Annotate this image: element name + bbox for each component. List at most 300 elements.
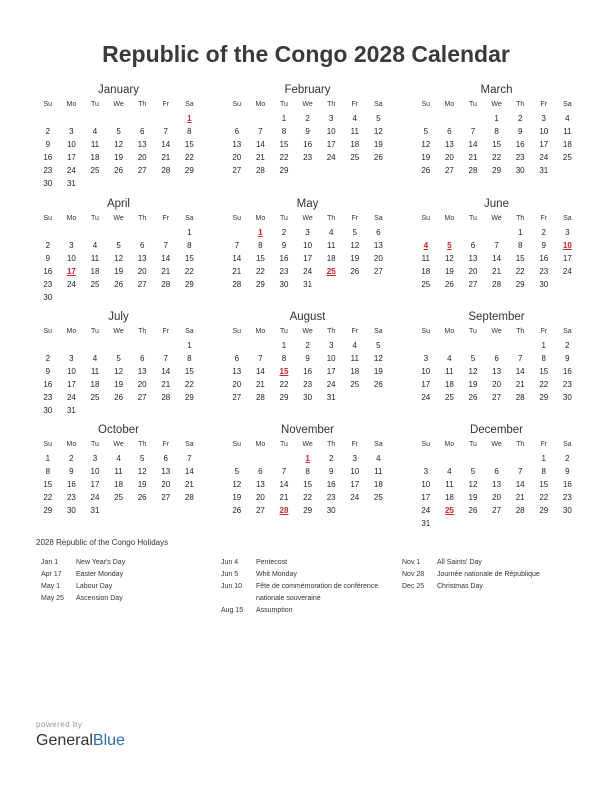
weekday-header: Tu — [280, 101, 288, 108]
empty-cell — [485, 339, 509, 352]
day-cell: 20 — [255, 493, 265, 502]
day-cell: 7 — [494, 241, 499, 250]
day-cell: 10 — [421, 480, 431, 489]
day-cell: 13 — [373, 241, 383, 250]
day-cell: 30 — [279, 280, 289, 289]
day-cell: 9 — [565, 467, 570, 476]
empty-cell — [508, 339, 532, 352]
day-cell: 21 — [515, 380, 525, 389]
day-cell: 23 — [279, 267, 289, 276]
day-cell: 29 — [515, 280, 525, 289]
day-cell: 19 — [232, 493, 242, 502]
month-june — [414, 196, 579, 291]
weekday-header: Sa — [185, 441, 194, 448]
day-cell: 22 — [184, 380, 194, 389]
holiday-day: 17 — [66, 267, 76, 276]
empty-cell — [414, 226, 438, 239]
weekday-header: Fr — [540, 215, 548, 222]
holiday-day: 4 — [423, 241, 429, 250]
day-cell: 8 — [494, 127, 499, 136]
month-april — [36, 196, 201, 304]
day-cell: 11 — [445, 367, 454, 376]
holiday-name: Easter Monday — [76, 571, 124, 578]
day-cell: 23 — [43, 166, 53, 175]
day-cell: 2 — [69, 454, 74, 463]
day-cell: 28 — [515, 393, 525, 402]
weekday-header: Th — [138, 215, 147, 222]
holiday-row — [221, 581, 391, 605]
month-days-grid — [414, 325, 579, 404]
weekday-header: Su — [43, 441, 53, 448]
weekday-header: We — [491, 101, 502, 108]
day-cell: 13 — [468, 254, 478, 263]
holiday-date: Jun 10 — [221, 583, 243, 590]
empty-cell — [249, 452, 273, 465]
powered-by-text: powered by — [36, 720, 83, 729]
day-cell: 12 — [137, 467, 147, 476]
day-cell: 11 — [350, 354, 359, 363]
day-cell: 9 — [541, 241, 546, 250]
weekday-header: Su — [43, 328, 53, 335]
day-cell: 6 — [376, 228, 381, 237]
weekday-header: Th — [327, 441, 336, 448]
day-cell: 27 — [137, 280, 147, 289]
day-cell: 27 — [468, 280, 478, 289]
day-cell: 2 — [517, 114, 523, 123]
day-cell: 20 — [492, 493, 502, 502]
holiday-row — [402, 569, 572, 581]
weekday-header: Th — [516, 328, 525, 335]
day-cell: 29 — [492, 166, 502, 175]
weekday-header: Fr — [540, 441, 548, 448]
day-cell: 10 — [90, 467, 100, 476]
day-cell: 14 — [161, 367, 171, 376]
empty-cell — [225, 226, 249, 239]
empty-cell — [107, 339, 131, 352]
day-cell: 17 — [66, 153, 76, 162]
day-cell: 4 — [352, 341, 357, 350]
day-cell: 17 — [421, 493, 431, 502]
day-cell: 3 — [328, 114, 334, 123]
month-july — [36, 309, 201, 417]
day-cell: 13 — [492, 480, 502, 489]
holiday-row — [221, 557, 391, 569]
day-cell: 18 — [373, 480, 383, 489]
day-cell: 30 — [43, 179, 53, 188]
day-cell: 24 — [562, 267, 572, 276]
weekday-header: Sa — [374, 101, 383, 108]
weekday-header: Fr — [162, 441, 170, 448]
day-cell: 31 — [90, 506, 100, 515]
day-cell: 12 — [232, 480, 242, 489]
holiday-day: 1 — [305, 454, 310, 463]
day-cell: 4 — [447, 467, 452, 476]
holiday-row — [41, 581, 211, 593]
day-cell: 30 — [43, 406, 53, 415]
day-cell: 12 — [373, 354, 383, 363]
day-cell: 2 — [305, 114, 310, 123]
holiday-column — [402, 557, 572, 593]
month-days-grid — [36, 438, 201, 517]
month-name: October — [98, 424, 139, 436]
day-cell: 3 — [328, 341, 334, 350]
weekday-header: Th — [138, 101, 147, 108]
day-cell: 19 — [114, 153, 124, 162]
day-cell: 10 — [350, 467, 360, 476]
month-september — [414, 309, 579, 404]
holiday-name: Fête de commémoration de conférence nationale souveraine — [256, 583, 379, 602]
holiday-name: Pentecost — [256, 559, 288, 566]
day-cell: 17 — [66, 380, 76, 389]
weekday-header: Tu — [469, 441, 477, 448]
day-cell: 1 — [281, 341, 287, 350]
day-cell: 21 — [468, 153, 478, 162]
day-cell: 29 — [539, 506, 549, 515]
day-cell: 16 — [43, 267, 53, 276]
holiday-name: Christmas Day — [437, 583, 483, 590]
day-cell: 23 — [326, 493, 336, 502]
day-cell: 18 — [350, 367, 360, 376]
empty-cell — [249, 339, 273, 352]
day-cell: 13 — [444, 140, 454, 149]
day-cell: 27 — [492, 393, 502, 402]
day-cell: 16 — [562, 367, 572, 376]
day-cell: 12 — [373, 127, 383, 136]
holiday-day: 1 — [187, 114, 192, 123]
logo-part-general: General — [36, 732, 93, 749]
weekday-header: Mo — [444, 328, 455, 335]
weekday-header: Th — [327, 101, 336, 108]
day-cell: 2 — [305, 341, 310, 350]
empty-cell — [249, 112, 273, 125]
weekday-header: Th — [516, 101, 525, 108]
day-cell: 27 — [232, 393, 242, 402]
day-cell: 24 — [421, 506, 431, 515]
weekday-header: We — [113, 328, 124, 335]
empty-cell — [438, 452, 462, 465]
holiday-date: Jun 4 — [221, 559, 239, 566]
weekday-header: We — [491, 441, 502, 448]
month-days-grid — [36, 98, 201, 190]
day-cell: 15 — [492, 140, 502, 149]
weekday-header: Sa — [563, 441, 572, 448]
day-cell: 18 — [350, 140, 360, 149]
month-august — [225, 309, 390, 404]
day-cell: 16 — [303, 367, 313, 376]
day-cell: 11 — [90, 140, 100, 149]
day-cell: 21 — [161, 153, 171, 162]
day-cell: 23 — [562, 380, 572, 389]
day-cell: 29 — [184, 280, 194, 289]
day-cell: 24 — [539, 153, 549, 162]
month-december — [414, 422, 579, 530]
day-cell: 12 — [114, 254, 124, 263]
empty-cell — [154, 226, 178, 239]
month-may — [225, 196, 390, 291]
weekday-header: Mo — [255, 328, 266, 335]
day-cell: 29 — [279, 393, 289, 402]
day-cell: 23 — [539, 267, 549, 276]
weekday-header: Fr — [162, 101, 170, 108]
day-cell: 22 — [255, 267, 265, 276]
day-cell: 14 — [161, 254, 171, 263]
day-cell: 18 — [114, 480, 124, 489]
weekday-header: Su — [421, 215, 431, 222]
day-cell: 1 — [281, 114, 287, 123]
day-cell: 6 — [163, 454, 168, 463]
holiday-day: 25 — [444, 506, 454, 515]
day-cell: 27 — [232, 166, 242, 175]
day-cell: 21 — [161, 380, 171, 389]
day-cell: 29 — [303, 506, 313, 515]
day-cell: 20 — [232, 153, 242, 162]
day-cell: 4 — [92, 241, 98, 250]
day-cell: 7 — [517, 354, 523, 363]
day-cell: 14 — [255, 140, 265, 149]
weekday-header: We — [302, 441, 313, 448]
day-cell: 23 — [43, 280, 53, 289]
day-cell: 5 — [470, 354, 476, 363]
day-cell: 5 — [376, 114, 381, 123]
day-cell: 20 — [137, 267, 147, 276]
day-cell: 18 — [90, 380, 100, 389]
day-cell: 26 — [444, 280, 454, 289]
day-cell: 3 — [352, 454, 357, 463]
day-cell: 26 — [114, 393, 124, 402]
weekday-header: Fr — [162, 215, 170, 222]
holiday-row — [41, 593, 211, 605]
day-cell: 29 — [255, 280, 265, 289]
day-cell: 4 — [328, 228, 334, 237]
day-cell: 28 — [232, 280, 242, 289]
day-cell: 19 — [421, 153, 431, 162]
day-cell: 8 — [258, 241, 263, 250]
weekday-header: Fr — [351, 215, 359, 222]
day-cell: 9 — [281, 241, 287, 250]
weekday-header: Tu — [280, 441, 288, 448]
day-cell: 31 — [303, 280, 313, 289]
day-cell: 14 — [279, 480, 289, 489]
day-cell: 2 — [45, 354, 51, 363]
day-cell: 19 — [373, 367, 383, 376]
day-cell: 14 — [184, 467, 194, 476]
day-cell: 16 — [303, 140, 313, 149]
holiday-date: Aug 15 — [221, 607, 244, 614]
logo-part-blue: Blue — [92, 732, 125, 749]
empty-cell — [272, 452, 296, 465]
day-cell: 7 — [281, 467, 287, 476]
day-cell: 6 — [139, 354, 145, 363]
weekday-header: Sa — [185, 101, 194, 108]
day-cell: 15 — [539, 367, 549, 376]
day-cell: 13 — [137, 140, 147, 149]
day-cell: 16 — [43, 380, 53, 389]
day-cell: 9 — [45, 367, 51, 376]
weekday-header: We — [491, 328, 502, 335]
day-cell: 3 — [565, 228, 570, 237]
day-cell: 30 — [562, 506, 572, 515]
day-cell: 11 — [114, 467, 123, 476]
day-cell: 18 — [444, 380, 454, 389]
day-cell: 19 — [114, 267, 124, 276]
day-cell: 17 — [562, 254, 572, 263]
day-cell: 22 — [539, 380, 549, 389]
day-cell: 29 — [539, 393, 549, 402]
day-cell: 28 — [255, 393, 265, 402]
weekday-header: Th — [138, 328, 147, 335]
month-days-grid — [225, 325, 390, 404]
day-cell: 11 — [90, 254, 100, 263]
day-cell: 8 — [187, 354, 192, 363]
day-cell: 21 — [515, 493, 525, 502]
weekday-header: Su — [421, 101, 431, 108]
day-cell: 7 — [163, 354, 168, 363]
day-cell: 27 — [161, 493, 171, 502]
day-cell: 5 — [423, 127, 429, 136]
day-cell: 12 — [444, 254, 454, 263]
day-cell: 24 — [66, 280, 76, 289]
weekday-header: Sa — [374, 215, 383, 222]
day-cell: 13 — [137, 254, 147, 263]
day-cell: 11 — [350, 127, 359, 136]
day-cell: 19 — [468, 493, 478, 502]
weekday-header: Mo — [66, 441, 77, 448]
day-cell: 27 — [137, 166, 147, 175]
holiday-day: 25 — [326, 267, 336, 276]
month-name: November — [280, 424, 335, 436]
day-cell: 8 — [281, 354, 287, 363]
weekday-header: We — [113, 101, 124, 108]
day-cell: 15 — [184, 254, 194, 263]
holiday-row — [221, 569, 391, 581]
weekday-header: Su — [232, 101, 242, 108]
day-cell: 16 — [326, 480, 336, 489]
day-cell: 15 — [539, 480, 549, 489]
weekday-header: Mo — [444, 441, 455, 448]
day-cell: 10 — [326, 127, 336, 136]
day-cell: 13 — [232, 140, 242, 149]
day-cell: 4 — [352, 114, 357, 123]
holiday-date: Nov 28 — [402, 571, 425, 578]
weekday-header: We — [113, 441, 124, 448]
day-cell: 26 — [421, 166, 431, 175]
day-cell: 11 — [421, 254, 430, 263]
day-cell: 30 — [539, 280, 549, 289]
day-cell: 11 — [374, 467, 383, 476]
weekday-header: Su — [232, 328, 242, 335]
day-cell: 31 — [66, 406, 76, 415]
day-cell: 18 — [90, 267, 100, 276]
day-cell: 19 — [350, 254, 360, 263]
weekday-header: Fr — [351, 101, 359, 108]
day-cell: 27 — [492, 506, 502, 515]
day-cell: 21 — [255, 380, 265, 389]
day-cell: 16 — [539, 254, 549, 263]
day-cell: 29 — [184, 166, 194, 175]
holiday-name: Assumption — [256, 607, 293, 614]
day-cell: 7 — [258, 127, 263, 136]
day-cell: 12 — [468, 367, 478, 376]
empty-cell — [485, 226, 509, 239]
weekday-header: Mo — [66, 101, 77, 108]
weekday-header: Su — [232, 441, 242, 448]
day-cell: 15 — [255, 254, 265, 263]
day-cell: 25 — [421, 280, 431, 289]
day-cell: 4 — [92, 354, 98, 363]
day-cell: 5 — [116, 127, 121, 136]
day-cell: 26 — [114, 166, 124, 175]
weekday-header: Su — [43, 101, 53, 108]
day-cell: 18 — [562, 140, 572, 149]
day-cell: 10 — [66, 254, 76, 263]
day-cell: 7 — [187, 454, 192, 463]
day-cell: 17 — [303, 254, 313, 263]
generalblue-logo[interactable] — [36, 732, 125, 750]
month-name: February — [284, 84, 331, 96]
day-cell: 30 — [562, 393, 572, 402]
day-cell: 29 — [184, 393, 194, 402]
day-cell: 24 — [66, 166, 76, 175]
weekday-header: Mo — [66, 215, 77, 222]
day-cell: 9 — [565, 354, 570, 363]
day-cell: 8 — [187, 241, 192, 250]
day-cell: 10 — [421, 367, 431, 376]
day-cell: 5 — [139, 454, 145, 463]
day-cell: 19 — [137, 480, 147, 489]
weekday-header: Mo — [255, 441, 266, 448]
weekday-header: Sa — [374, 328, 383, 335]
day-cell: 21 — [184, 480, 194, 489]
day-cell: 21 — [255, 153, 265, 162]
day-cell: 12 — [114, 140, 124, 149]
day-cell: 10 — [539, 127, 549, 136]
day-cell: 24 — [303, 267, 313, 276]
day-cell: 25 — [90, 166, 100, 175]
day-cell: 23 — [66, 493, 76, 502]
day-cell: 7 — [163, 127, 168, 136]
weekday-header: Tu — [469, 101, 477, 108]
day-cell: 8 — [541, 354, 546, 363]
month-name: December — [469, 424, 524, 436]
day-cell: 24 — [66, 393, 76, 402]
day-cell: 6 — [139, 127, 145, 136]
day-cell: 28 — [492, 280, 502, 289]
day-cell: 17 — [326, 367, 336, 376]
day-cell: 15 — [43, 480, 53, 489]
day-cell: 22 — [184, 153, 194, 162]
day-cell: 12 — [114, 367, 124, 376]
day-cell: 10 — [66, 367, 76, 376]
empty-cell — [83, 339, 107, 352]
empty-cell — [130, 112, 154, 125]
day-cell: 1 — [45, 454, 51, 463]
empty-cell — [36, 226, 60, 239]
day-cell: 6 — [470, 241, 476, 250]
day-cell: 1 — [541, 341, 546, 350]
day-cell: 21 — [279, 493, 289, 502]
day-cell: 12 — [421, 140, 431, 149]
day-cell: 2 — [45, 127, 51, 136]
empty-cell — [438, 339, 462, 352]
weekday-header: Sa — [563, 328, 572, 335]
day-cell: 27 — [444, 166, 454, 175]
day-cell: 24 — [326, 380, 336, 389]
day-cell: 10 — [66, 140, 76, 149]
day-cell: 10 — [303, 241, 313, 250]
day-cell: 20 — [444, 153, 454, 162]
day-cell: 17 — [350, 480, 360, 489]
weekday-header: Mo — [255, 215, 266, 222]
